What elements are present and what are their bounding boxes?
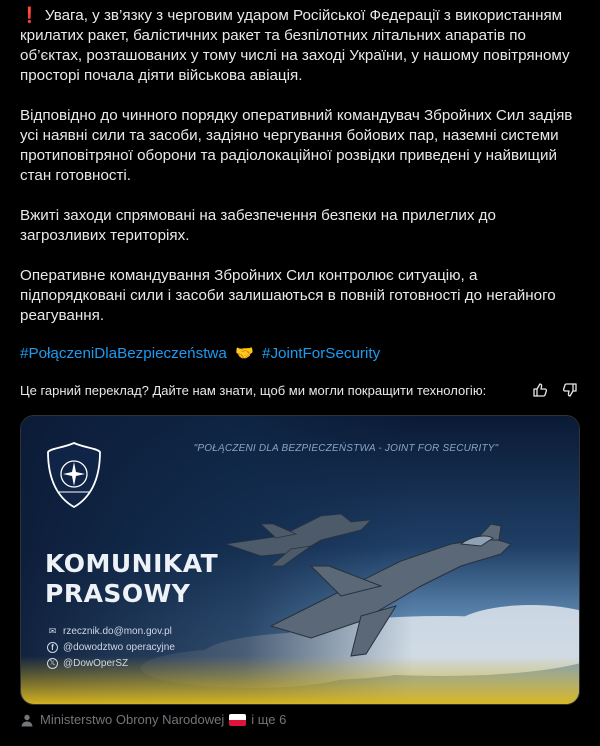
- card-title-line-1: KOMUNIKAT: [45, 549, 219, 578]
- translation-feedback: [20, 380, 580, 400]
- post-paragraph-4: Оперативне командування Збройних Сил контролює ситуацію, а підпорядковані сили і засоби залишаються в повній готовності до негайного реагування.: [20, 267, 556, 324]
- contact-x: [47, 655, 175, 671]
- contact-x-text: @DowOperSZ: [63, 657, 129, 669]
- post-paragraph-3: Вжиті заходи спрямовані на забезпечення безпеки на прилеглих до загрозливих територіях.: [20, 207, 496, 244]
- envelope-icon: ✉: [48, 625, 57, 636]
- attribution-name: Ministerstwo Obrony Narodowej: [40, 712, 225, 727]
- hashtag-line: [20, 344, 580, 364]
- hashtag-jointforsecurity[interactable]: #JointForSecurity: [262, 345, 381, 362]
- poland-flag-icon: [229, 714, 246, 726]
- card-title-line-2: PRASOWY: [45, 579, 191, 608]
- post-paragraph-1: ❗ Увага, у зв’язку з черговим ударом Російської Федерації з використанням крилатих ракет, балістичних ракет та безпілотних літальних апаратів по об’єктах, розташованих у тому числі на заході України, у нашому повітряному просторі почала діяти військова авіація.: [20, 7, 570, 84]
- card-tagline: "POŁĄCZENI DLA BEZPIECZEŃSTWA - JOINT FOR SECURITY": [193, 443, 499, 454]
- image-attribution[interactable]: [20, 712, 286, 727]
- handshake-icon: 🤝: [235, 345, 254, 362]
- facebook-icon: f: [47, 642, 58, 653]
- person-icon: [20, 713, 34, 727]
- x-icon: 𝕏: [47, 658, 58, 669]
- press-release-card[interactable]: [20, 415, 580, 705]
- thumbs-up-icon[interactable]: [530, 380, 550, 400]
- operational-command-crest-icon: [45, 440, 103, 510]
- attribution-suffix: і ще 6: [251, 712, 287, 727]
- thumbs-down-icon[interactable]: [560, 380, 580, 400]
- contact-email: [47, 623, 175, 639]
- contact-facebook-text: @dowodztwo operacyjne: [63, 641, 175, 653]
- feedback-question: Це гарний переклад? Дайте нам знати, щоб ми могли покращити технологію:: [20, 382, 487, 398]
- contact-email-text: rzecznik.do@mon.gov.pl: [63, 625, 172, 637]
- post-paragraph-2: Відповідно до чинного порядку оперативний командувач Збройних Сил задіяв усі наявні сили та засоби, задіяно чергування бойових пар, наземні системи протиповітряної оборони та радіолокаційної розвідки приведені у найвищий стан готовності.: [20, 107, 573, 184]
- contact-facebook: [47, 639, 175, 655]
- hashtag-polaczeni[interactable]: #PołączeniDlaBezpieczeństwa: [20, 345, 227, 362]
- card-title: [45, 549, 218, 609]
- alert-icon: ❗: [20, 7, 39, 24]
- card-contacts: [47, 623, 175, 671]
